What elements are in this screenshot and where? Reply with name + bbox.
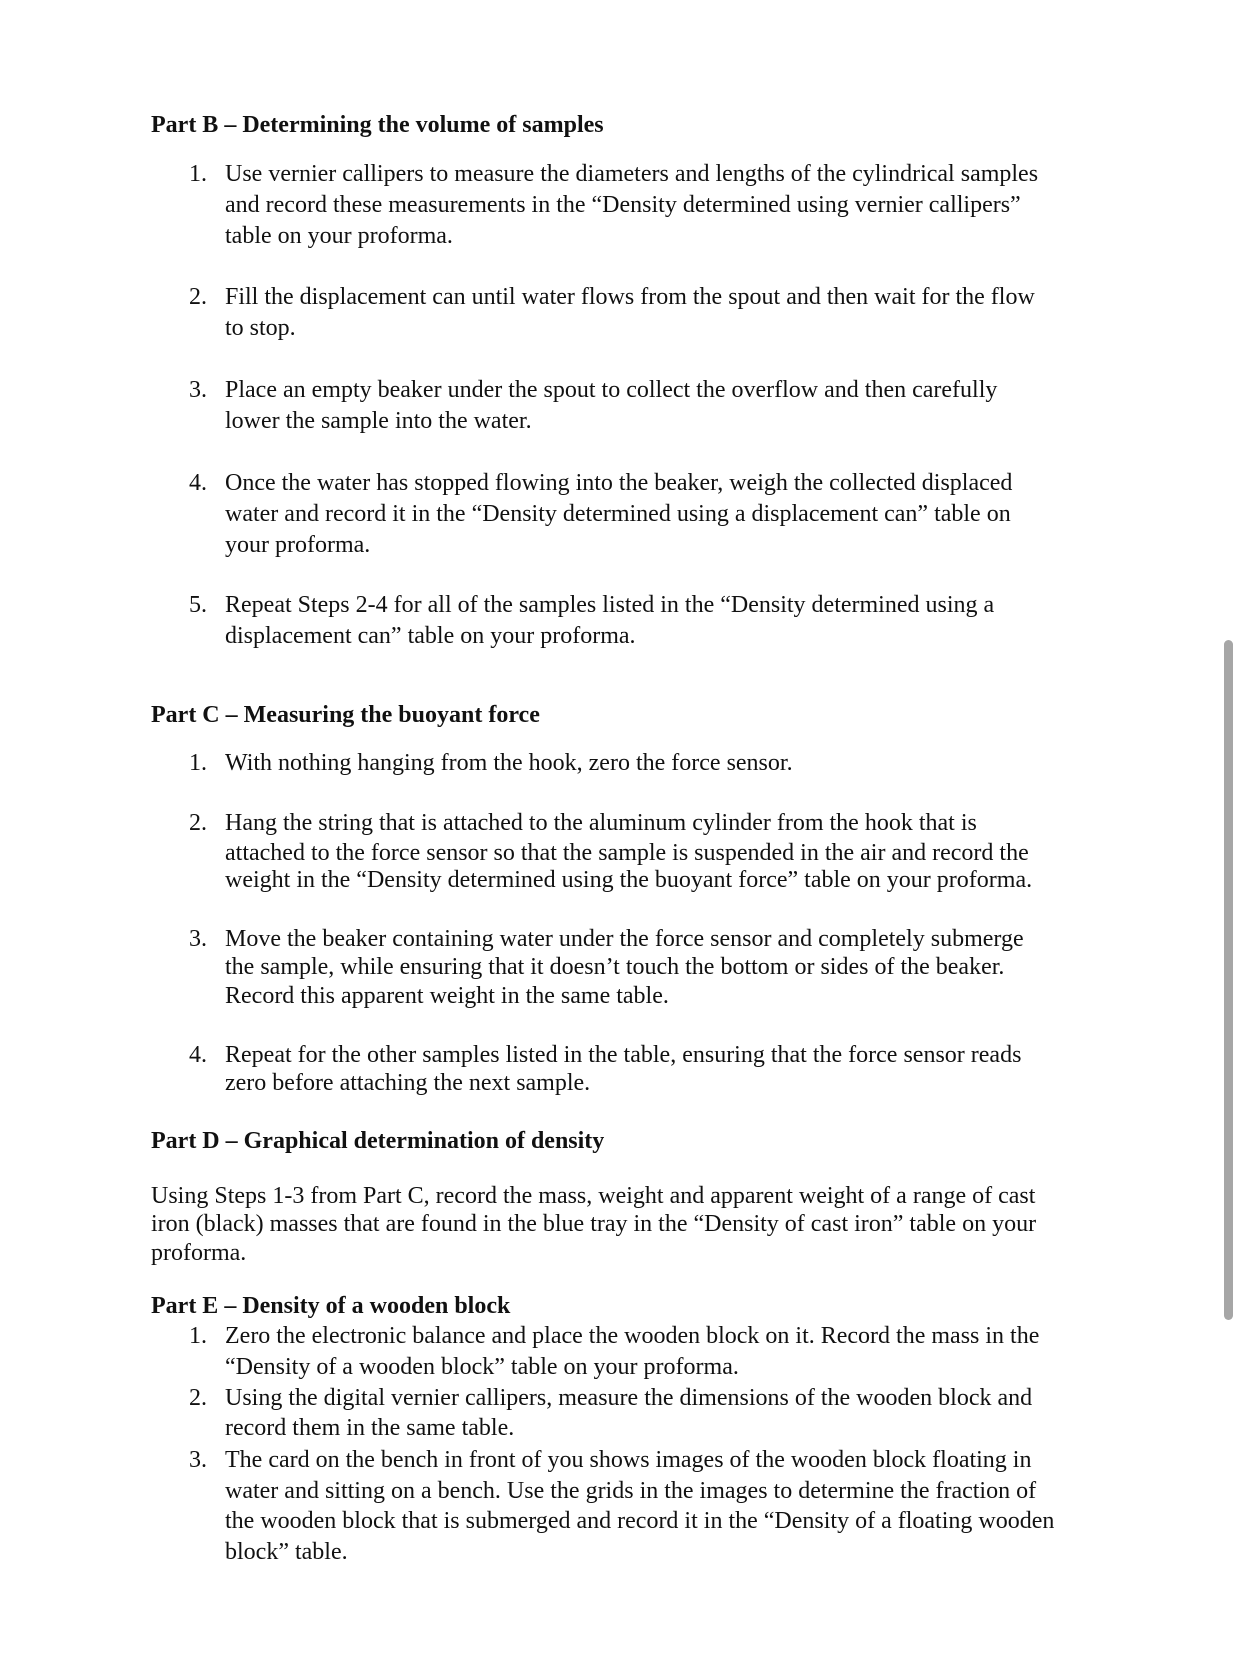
paragraph-line: iron (black) masses that are found in the blue tray in the “Density of cast iron” table on your [151, 1211, 1037, 1237]
list-item-number: 2. [189, 810, 207, 836]
list-item-text: the wooden block that is submerged and record it in the “Density of a floating wooden [225, 1508, 1055, 1534]
section-heading: Part D – Graphical determination of density [151, 1128, 605, 1154]
list-item-text: table on your proforma. [225, 223, 453, 249]
list-item-text: Record this apparent weight in the same table. [225, 983, 669, 1009]
list-item-text: With nothing hanging from the hook, zero the force sensor. [225, 750, 793, 776]
list-item-text: Move the beaker containing water under the force sensor and completely submerge [225, 926, 1024, 952]
section-heading: Part B – Determining the volume of samples [151, 112, 604, 138]
paragraph-line: proforma. [151, 1240, 247, 1266]
list-item-text: your proforma. [225, 532, 371, 558]
section-heading: Part E – Density of a wooden block [151, 1293, 511, 1319]
list-item-text: Place an empty beaker under the spout to collect the overflow and then carefully [225, 377, 998, 403]
list-item-text: “Density of a wooden block” table on your proforma. [225, 1354, 739, 1380]
list-item-number: 2. [189, 1385, 207, 1411]
list-item-text: Zero the electronic balance and place the wooden block on it. Record the mass in the [225, 1323, 1040, 1349]
section-heading: Part C – Measuring the buoyant force [151, 702, 540, 728]
list-item-number: 4. [189, 470, 207, 496]
list-item-text: Repeat for the other samples listed in the table, ensuring that the force sensor reads [225, 1042, 1022, 1068]
list-item-text: Hang the string that is attached to the aluminum cylinder from the hook that is [225, 810, 977, 836]
list-item-number: 1. [189, 161, 207, 187]
list-item-text: lower the sample into the water. [225, 408, 532, 434]
list-item-number: 5. [189, 592, 207, 618]
list-item-text: Fill the displacement can until water flows from the spout and then wait for the flow [225, 284, 1035, 310]
list-item-text: the sample, while ensuring that it doesn’t touch the bottom or sides of the beaker. [225, 954, 1005, 980]
vertical-scrollbar[interactable] [1224, 640, 1233, 1320]
list-item-text: attached to the force sensor so that the sample is suspended in the air and record the [225, 840, 1029, 866]
list-item-text: Repeat Steps 2-4 for all of the samples listed in the “Density determined using a [225, 592, 995, 618]
list-item-text: weight in the “Density determined using the buoyant force” table on your proforma. [225, 867, 1033, 893]
list-item-text: Once the water has stopped flowing into the beaker, weigh the collected displaced [225, 470, 1013, 496]
list-item-text: Use vernier callipers to measure the diameters and lengths of the cylindrical samples [225, 161, 1039, 187]
list-item-text: and record these measurements in the “Density determined using vernier callipers” [225, 192, 1021, 218]
list-item-text: zero before attaching the next sample. [225, 1070, 591, 1096]
list-item-number: 3. [189, 926, 207, 952]
list-item-text: block” table. [225, 1539, 348, 1565]
list-item-text: Using the digital vernier callipers, measure the dimensions of the wooden block and [225, 1385, 1033, 1411]
list-item-number: 1. [189, 1323, 207, 1349]
list-item-text: record them in the same table. [225, 1415, 515, 1441]
list-item-text: water and record it in the “Density determined using a displacement can” table on [225, 501, 1011, 527]
list-item-number: 3. [189, 1447, 207, 1473]
list-item-text: to stop. [225, 315, 296, 341]
paragraph-line: Using Steps 1-3 from Part C, record the mass, weight and apparent weight of a range of cast [151, 1183, 1036, 1209]
list-item-number: 3. [189, 377, 207, 403]
list-item-number: 4. [189, 1042, 207, 1068]
list-item-text: displacement can” table on your proforma. [225, 623, 636, 649]
list-item-number: 1. [189, 750, 207, 776]
list-item-text: water and sitting on a bench. Use the grids in the images to determine the fraction of [225, 1478, 1037, 1504]
list-item-number: 2. [189, 284, 207, 310]
list-item-text: The card on the bench in front of you shows images of the wooden block floating in [225, 1447, 1032, 1473]
